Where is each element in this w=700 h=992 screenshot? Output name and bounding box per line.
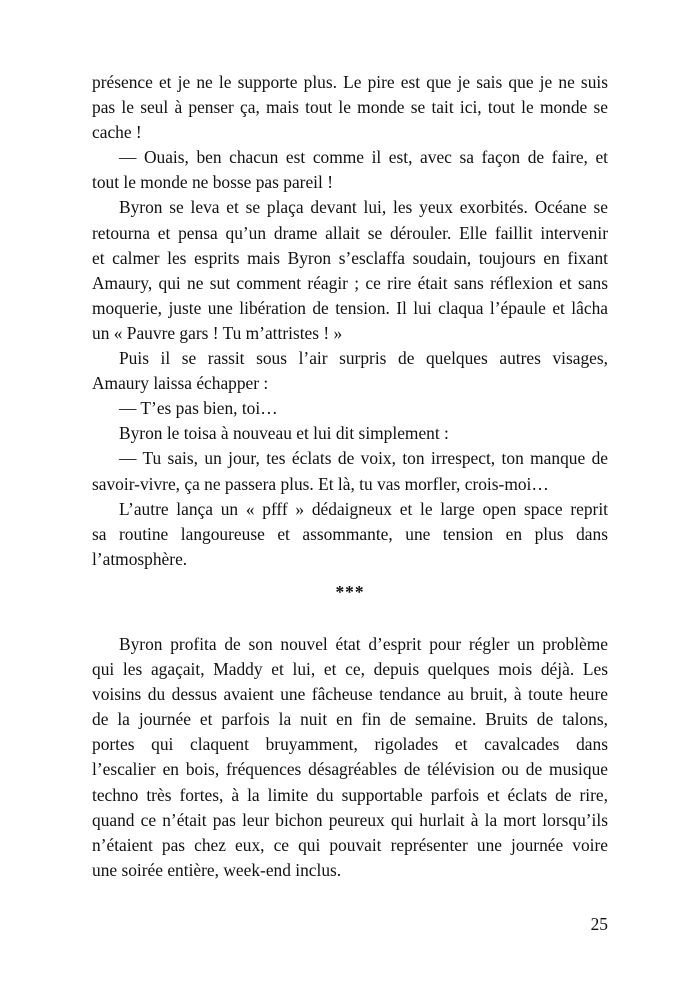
text-line: l’escalier en bois, fréquences désagréables de télévision ou de musique [92, 759, 608, 780]
text-line: n’étaient pas chez eux, ce qui pouvait représenter une journée voire [92, 834, 608, 855]
text-line: techno très fortes, à la limite du supportable parfois et éclats de rire, [92, 784, 608, 805]
text-line: un « Pauvre gars ! Tu m’attristes ! » [92, 322, 343, 343]
paragraph-block-1 [92, 70, 608, 572]
text-line: — T’es pas bien, toi… [119, 398, 278, 419]
text-line: Byron profita de son nouvel état d’esprit pour régler un problème [119, 634, 608, 654]
text-line: Byron le toisa à nouveau et lui dit simplement : [119, 423, 449, 444]
text-line: L’autre lança un « pfff » dédaigneux et le large open space reprit [119, 498, 608, 519]
text-line: une soirée entière, week-end inclus. [92, 859, 342, 880]
text-line: Amaury laissa échapper : [92, 373, 269, 394]
text-line: — Ouais, ben chacun est comme il est, avec sa façon de faire, et [119, 147, 608, 168]
text-line: moquerie, juste une libération de tension. Il lui claqua l’épaule et lâcha [92, 297, 608, 318]
text-line: quand ce n’était pas leur bichon peureux qui hurlait à la mort lorsqu’ils [92, 809, 608, 830]
text-line: portes qui claquent bruyamment, rigolades et cavalcades dans [92, 734, 608, 755]
section-separator: *** [335, 582, 365, 602]
text-line: l’atmosphère. [92, 548, 188, 569]
paragraph-block-2 [92, 632, 608, 883]
text-line: cache ! [92, 122, 142, 143]
text-line: tout le monde ne bosse pas pareil ! [92, 172, 333, 193]
text-line: de la journée et parfois la nuit en fin de semaine. Bruits de talons, [92, 709, 608, 730]
text-line: sa routine langoureuse et assommante, une tension en plus dans [92, 523, 608, 544]
text-line: pas le seul à penser ça, mais tout le monde se tait ici, tout le monde se [92, 97, 608, 118]
text-line: — Tu sais, un jour, tes éclats de voix, ton irrespect, ton manque de [119, 448, 608, 469]
text-line: savoir-vivre, ça ne passera plus. Et là, tu vas morfler, crois-moi… [92, 473, 549, 494]
text-line: retourna et pensa qu’un drame allait se dérouler. Elle faillit intervenir [92, 222, 608, 243]
text-line: Byron se leva et se plaça devant lui, les yeux exorbités. Océane se [119, 197, 608, 218]
text-line: voisins du dessus avaient une fâcheuse tendance au bruit, à toute heure [92, 684, 608, 705]
text-line: qui les agaçait, Maddy et lui, et ce, depuis quelques mois déjà. Les [92, 659, 608, 680]
text-line: et calmer les esprits mais Byron s’esclaffa soudain, toujours en fixant [92, 247, 608, 268]
text-line: Puis il se rassit sous l’air surpris de quelques autres visages, [119, 348, 608, 369]
text-line: Amaury, qui ne sut comment réagir ; ce rire était sans réflexion et sans [92, 272, 608, 293]
text-line: présence et je ne le supporte plus. Le pire est que je sais que je ne suis [92, 72, 608, 92]
page-number: 25 [590, 914, 608, 934]
